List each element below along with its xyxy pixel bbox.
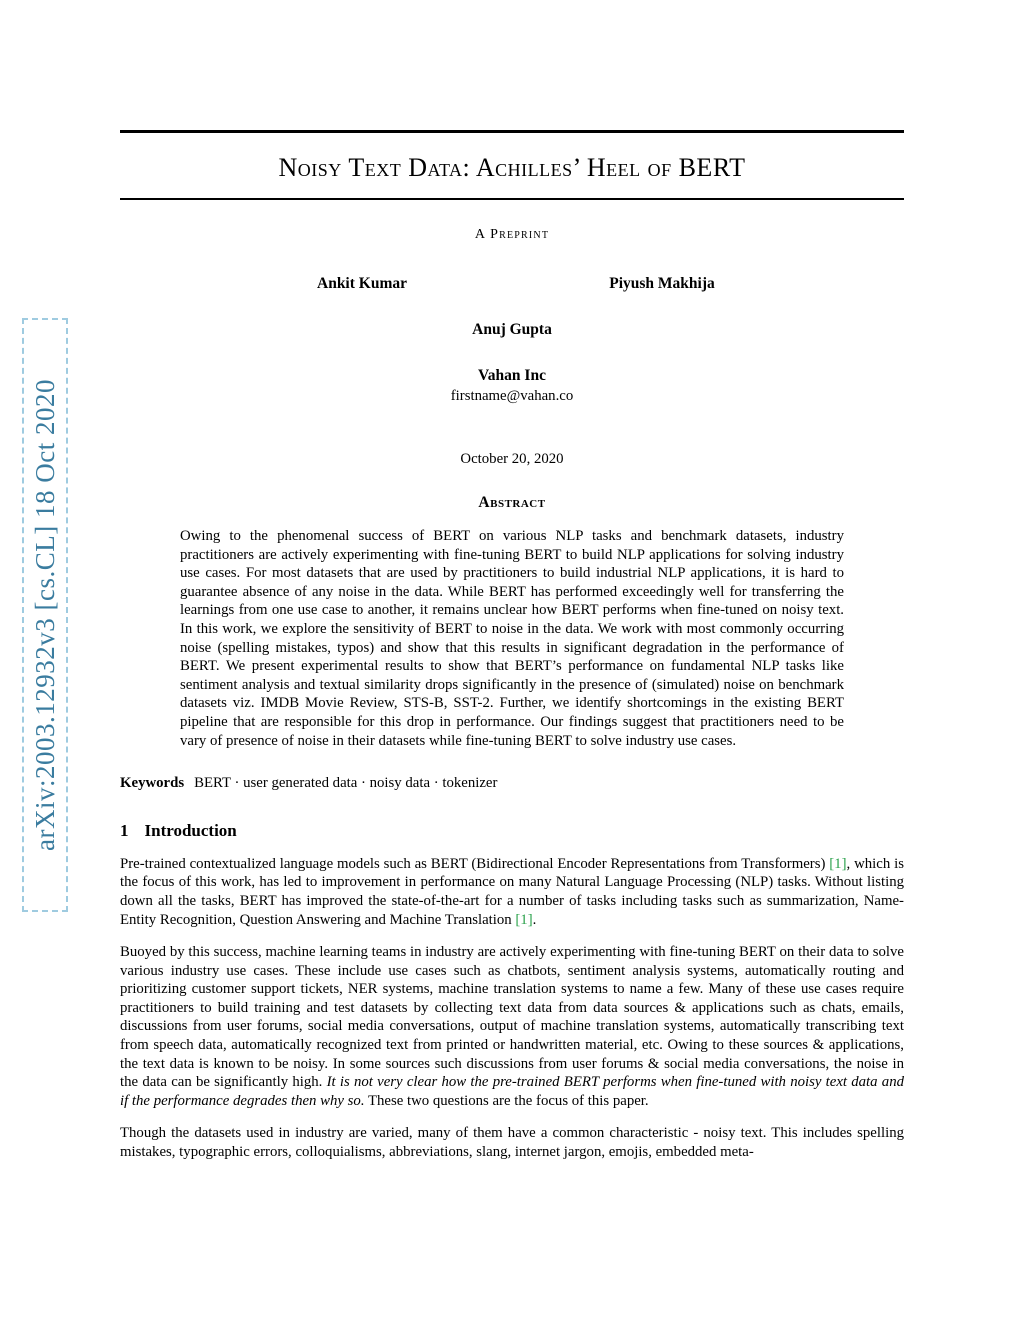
page-title: Noisy Text Data: Achilles’ Heel of BERT: [278, 153, 746, 182]
paragraph-text: .: [532, 911, 537, 928]
publication-date: October 20, 2020: [460, 451, 564, 467]
intro-paragraph-3: Though the datasets used in industry are varied, many of them have a common characteristic - noisy text. This includes spelling mistakes, typographic errors, colloquialisms, abbreviations, slang, internet jargon, emojis, embedded meta-: [120, 1125, 904, 1161]
author-name-3: Anuj Gupta: [472, 321, 552, 338]
paragraph-text: , which is the focus of this work, has led to improvement in performance on many Natural Language Processing (NLP) tasks. Without listing down all the tasks, BERT has improved the state-of-the-art for a number of tasks including tasks such as summarization, Name-Entity Recognition, Question Answering and Machine Translation: [120, 855, 904, 928]
author-email: firstname@vahan.co: [450, 388, 574, 404]
section-title: Introduction: [144, 820, 237, 840]
keywords-label: Keywords: [120, 775, 185, 792]
paper-content: [120, 0, 904, 1162]
authors-row: [120, 275, 904, 293]
intro-paragraph-1: [120, 855, 904, 929]
paragraph-text: These two questions are the focus of this paper.: [364, 1092, 649, 1109]
section-number: 1: [120, 820, 129, 840]
keywords-value: BERT · user generated data · noisy data · tokenizer: [194, 775, 498, 792]
abstract-body: Owing to the phenomenal success of BERT on various NLP tasks and benchmark datasets, industry practitioners are actively experimenting with fine-tuning BERT to build NLP applications for solving industry use cases. For most datasets that are used by practitioners to build industrial NLP applications, it is hard to guarantee absence of any noise in the data. While BERT has performed exceedingly well for transferring the learnings from one use case to another, it remains unclear how BERT performs when fine-tuned on noisy text. In this work, we explore the sensitivity of BERT to noise in the data. We work with most commonly occurring noise (spelling mistakes, typos) and show that this results in significant degradation in the performance of BERT. We present experimental results to show that BERT’s performance on fundamental NLP tasks like sentiment analysis and textual similarity drops significantly in the presence of (simulated) noise on benchmark datasets viz. IMDB Movie Review, STS-B, SST-2. Further, we identify shortcomings in the existing BERT pipeline that are responsible for this drop in performance. Our findings suggest that practitioners need to be vary of presence of noise in their datasets while fine-tuning BERT to solve industry use cases.: [180, 528, 844, 749]
keywords-line: [120, 774, 904, 793]
intro-paragraph-2: [120, 943, 904, 1110]
author-name-1: Ankit Kumar: [317, 275, 407, 292]
title-rule: [120, 198, 904, 200]
preprint-label: A Preprint: [474, 227, 550, 242]
citation-link-2[interactable]: [1]: [515, 911, 533, 928]
citation-link-1[interactable]: [1]: [829, 855, 847, 872]
paragraph-text: Buoyed by this success, machine learning teams in industry are actively experimenting with fine-tuning BERT on their data to solve various industry use cases. These include use cases such as chatbots, sentiment analysis systems, automatically routing and prioritizing customer support tickets, NER systems, machine translation systems to name a few. Many of these use cases require practitioners to build training and test datasets by collecting text data from data sources & applications such as chats, emails, discussions from user forums, social media conversations, output of machine translation systems, automatically transcribing text from speech data, automatically recognized text from printed or handwritten material, etc. Owing to these sources & applications, the text data is known to be noisy. In some sources such discussions from user forums & social media conversations, the noise in the data can be significantly high.: [120, 944, 904, 1091]
abstract-heading: Abstract: [478, 494, 546, 511]
author-name-2: Piyush Makhija: [609, 275, 715, 292]
top-rule: [120, 130, 904, 133]
paragraph-text: Pre-trained contextualized language models such as BERT (Bidirectional Encoder Representations from Transformers): [120, 855, 830, 872]
section-heading-introduction: [120, 821, 904, 841]
arxiv-stamp[interactable]: arXiv:2003.12932v3 [cs.CL] 18 Oct 2020: [22, 318, 68, 912]
emphasized-text: It is not very clear how the pre-trained BERT performs when fine-tuned with noisy text data and if the performance degrades then why so.: [120, 1074, 904, 1109]
affiliation: Vahan Inc: [478, 367, 546, 384]
